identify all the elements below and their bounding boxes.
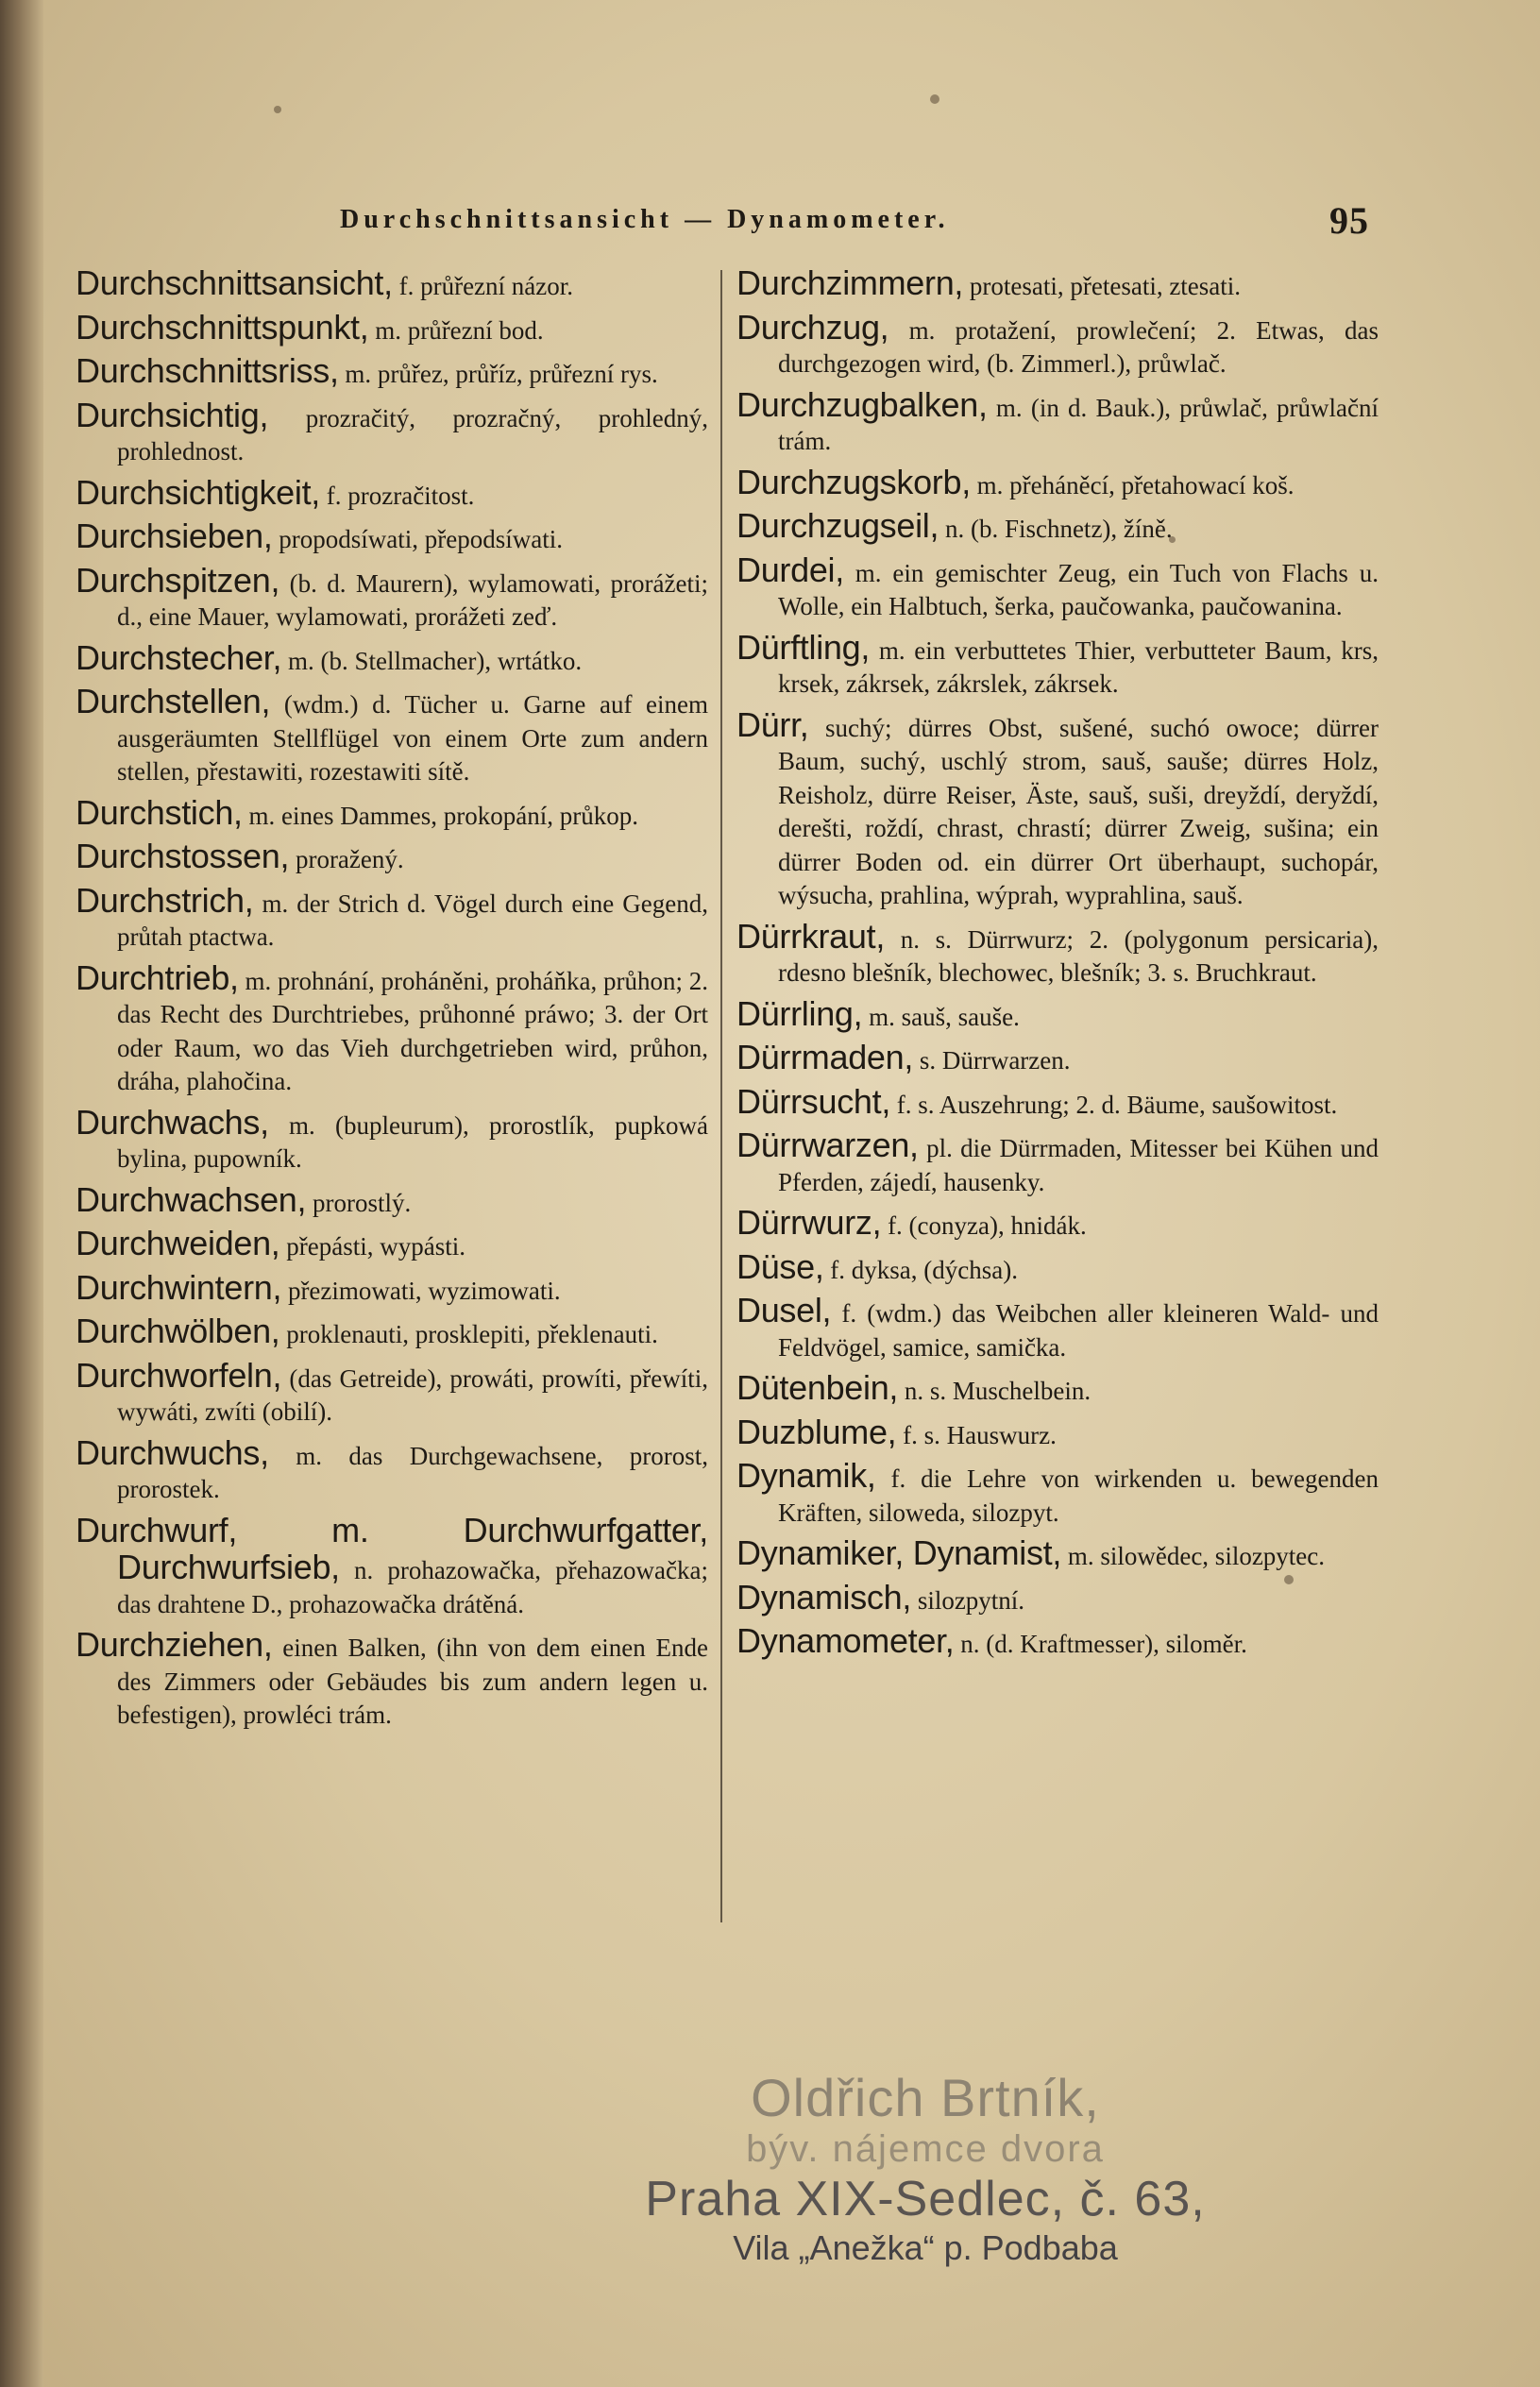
- entry-headword: Dürrmaden,: [736, 1038, 914, 1076]
- entry-definition: n. (d. Kraftmesser), siloměr.: [960, 1630, 1247, 1658]
- book-gutter: [0, 0, 43, 2387]
- dictionary-entry: [76, 351, 708, 392]
- dictionary-entry: [76, 1224, 708, 1264]
- entry-definition: m. (b. Stellmacher), wrtátko.: [287, 646, 583, 675]
- entry-headword: Durchwölben,: [76, 1312, 280, 1350]
- entry-headword: Durchschnittsriss,: [76, 351, 339, 390]
- entry-definition: pl. die Dürrmaden, Mitesser bei Kühen und Pferden, zájedí, hausenky.: [778, 1134, 1379, 1196]
- dictionary-entry: [736, 263, 1379, 304]
- dictionary-entry: [736, 993, 1379, 1035]
- column-divider: [720, 270, 722, 1922]
- dictionary-entry: [736, 384, 1379, 459]
- entry-headword: Dürftling,: [736, 627, 871, 667]
- dictionary-entry: [76, 560, 708, 635]
- dictionary-entry: [736, 1246, 1379, 1288]
- entry-definition: protesati, přetesati, ztesati.: [969, 272, 1242, 300]
- entry-definition: m. přeháněcí, přetahowací koš.: [976, 470, 1295, 499]
- entry-definition: m. ein verbuttetes Thier, verbutteter Baum, krs, krsek, zákrsek, zákrslek, zákrsek.: [778, 635, 1379, 698]
- entry-definition: n. s. Muschelbein.: [904, 1377, 1092, 1405]
- stamp-owner-title: býv. nájemce dvora: [746, 2128, 1105, 2170]
- entry-headword: Durchwachsen,: [76, 1179, 307, 1219]
- entry-definition: propodsíwati, přepodsíwati.: [279, 525, 563, 553]
- entry-headword: Duzblume,: [736, 1412, 897, 1451]
- entry-definition: n. prohazowačka, přehazowačka; das drahtene D., prohazowačka drátěná.: [117, 1556, 709, 1618]
- entry-headword: Dynamometer,: [736, 1621, 955, 1660]
- dictionary-entry: [736, 627, 1379, 702]
- entry-definition: f. (wdm.) das Weibchen aller kleineren Wald- und Feldvögel, samice, samička.: [778, 1299, 1379, 1362]
- dictionary-entry: [76, 395, 708, 469]
- dictionary-entry: [76, 682, 709, 789]
- entry-headword: Durchwintern,: [76, 1267, 282, 1307]
- entry-definition: n. s. Dürrwurz; 2. (polygonum persicaria), rdesno blešník, blechowec, blešník; 3. s. Bruchkraut.: [778, 924, 1379, 987]
- entry-headword: Durchstecher,: [76, 637, 282, 677]
- entry-headword: Durchsichtigkeit,: [76, 472, 320, 512]
- dictionary-entry: [736, 506, 1379, 547]
- entry-definition: s. Dürrwarzen.: [919, 1046, 1071, 1075]
- dictionary-entry: [736, 1203, 1379, 1244]
- entry-headword: Durchziehen,: [76, 1625, 273, 1664]
- entry-headword: Durchstossen,: [76, 837, 290, 875]
- header-title: Durchschnittsansicht — Dynamometer.: [340, 205, 950, 234]
- dictionary-entry: [76, 1314, 708, 1352]
- running-header: [340, 196, 1369, 244]
- entry-definition: m. ein gemischter Zeug, ein Tuch von Flachs u. Wolle, ein Halbtuch, šerka, paučowanka, paučowanina.: [778, 558, 1379, 620]
- entry-definition: (b. d. Maurern), wylamowati, prorážeti; d., eine Mauer, wylamowati, prorážeti zeď.: [117, 568, 708, 631]
- entry-headword: Durchstich,: [76, 792, 243, 832]
- entry-definition: m. das Durchgewachsene, prorost, prorostek.: [117, 1441, 709, 1503]
- entry-headword: Dynamik,: [736, 1456, 876, 1495]
- dictionary-entry: [76, 472, 708, 514]
- entry-definition: f. (conyza), hnidák.: [888, 1211, 1087, 1240]
- entry-definition: m. prohnání, proháněni, proháňka, průhon; 2. das Recht des Durchtriebes, průhonné práwo; 3. der Ort oder Raum, wo das Vieh durchgetrieben wird, průhon, dráha, plahočina.: [117, 966, 708, 1095]
- entry-definition: f. průřezní názor.: [398, 272, 574, 300]
- paper-spot: [930, 94, 939, 104]
- right-column: [736, 263, 1379, 1668]
- dictionary-entry: [736, 916, 1379, 990]
- entry-definition: f. s. Hauswurz.: [903, 1420, 1057, 1449]
- entry-headword: Durchzugskorb,: [736, 462, 971, 501]
- entry-definition: m. průřezní bod.: [375, 315, 544, 345]
- dictionary-entry: [736, 1038, 1379, 1078]
- entry-definition: einen Balken, (ihn von dem einen Ende des Zimmers oder Gebäudes bis zum andern legen u. befestigen), prowléci trám.: [117, 1634, 708, 1729]
- dictionary-entry: [76, 880, 708, 955]
- entry-definition: prorostlý.: [312, 1188, 412, 1217]
- dictionary-entry: [76, 1179, 708, 1221]
- entry-definition: m. silowědec, silozpytec.: [1067, 1542, 1326, 1570]
- paper-spot: [274, 106, 281, 113]
- entry-headword: Durchsieben,: [76, 516, 273, 555]
- entry-headword: Durchzugseil,: [736, 506, 939, 545]
- dictionary-entry: [736, 1456, 1379, 1530]
- entry-headword: Dynamiker, Dynamist,: [736, 1533, 1062, 1572]
- dictionary-entry: [76, 957, 708, 1099]
- entry-headword: Dürrwurz,: [736, 1203, 882, 1242]
- entry-definition: f. s. Auszehrung; 2. d. Bäume, saušowitost.: [896, 1090, 1338, 1119]
- stamp-address: Praha XIX-Sedlec, č. 63,: [645, 2172, 1206, 2226]
- dictionary-entry: [76, 1625, 708, 1733]
- dictionary-entry: [76, 637, 708, 679]
- entry-headword: Durchschnittsansicht,: [76, 263, 393, 302]
- dictionary-entry: [736, 462, 1379, 503]
- entry-definition: f. dyksa, (dýchsa).: [830, 1255, 1018, 1284]
- stamp-owner-name: Oldřich Brtník,: [751, 2068, 1100, 2127]
- entry-headword: Durchspitzen,: [76, 560, 280, 600]
- stamp-villa: Vila „Anežka“ p. Podbaba: [733, 2228, 1118, 2267]
- entry-headword: Dynamisch,: [736, 1577, 912, 1617]
- entry-definition: f. die Lehre von wirkenden u. bewegenden Kräften, siloweda, silozpyt.: [778, 1464, 1379, 1527]
- entry-definition: (das Getreide), prowáti, prowíti, přewíti, wywáti, zwíti (obilí).: [117, 1363, 708, 1426]
- entry-headword: Durchschnittspunkt,: [76, 307, 369, 347]
- entry-definition: přepásti, wypásti.: [286, 1232, 465, 1261]
- dictionary-entry: [736, 1368, 1379, 1409]
- dictionary-entry: [76, 1355, 708, 1430]
- dictionary-entry: [736, 307, 1379, 381]
- dictionary-entry: [736, 1577, 1379, 1618]
- entry-headword: Dürrsucht,: [736, 1081, 891, 1121]
- entry-definition: proklenauti, prosklepiti, překlenauti.: [286, 1320, 658, 1348]
- entry-headword: Dusel,: [736, 1291, 832, 1329]
- dictionary-entry: [76, 1510, 709, 1622]
- entry-definition: m. (bupleurum), prorostlík, pupkowá bylina, pupowník.: [117, 1110, 708, 1173]
- entry-definition: m. průřez, průříz, průřezní rys.: [345, 360, 658, 388]
- entry-definition: f. prozračitost.: [326, 481, 475, 510]
- dictionary-entry: [736, 1412, 1379, 1453]
- dictionary-entry: [76, 1102, 708, 1177]
- entry-headword: Durchweiden,: [76, 1224, 280, 1262]
- entry-headword: Durchzug,: [736, 307, 889, 347]
- dictionary-entry: [736, 1291, 1379, 1364]
- entry-headword: Durdei,: [736, 550, 844, 589]
- entry-definition: (wdm.) d. Tücher u. Garne auf einem ausgeräumten Stellflügel von einem Orte zum andern stellen, přestawiti, rozestawiti sítě.: [117, 690, 709, 786]
- dictionary-entry: [76, 1432, 709, 1507]
- entry-headword: Durchstellen,: [76, 682, 271, 720]
- entry-headword: Durchzugbalken,: [736, 384, 988, 424]
- page-number: 95: [1329, 198, 1369, 242]
- dictionary-entry: [736, 1621, 1379, 1662]
- entry-headword: Durchwachs,: [76, 1102, 269, 1142]
- ownership-stamp: [595, 2068, 1256, 2304]
- entry-definition: přezimowati, wyzimowati.: [287, 1276, 561, 1305]
- dictionary-entry: [736, 704, 1379, 913]
- entry-definition: m. eines Dammes, prokopání, průkop.: [248, 801, 638, 830]
- dictionary-entry: [76, 1267, 708, 1309]
- dictionary-entry: [736, 1128, 1379, 1199]
- entry-headword: Düse,: [736, 1246, 824, 1286]
- entry-definition: m. der Strich d. Vögel durch eine Gegend, průtah ptactwa.: [117, 889, 708, 951]
- entry-headword: Dütenbein,: [736, 1368, 899, 1407]
- entry-headword: Durchsichtig,: [76, 395, 269, 434]
- dictionary-entry: [76, 839, 708, 877]
- dictionary-entry: [736, 1533, 1379, 1574]
- entry-definition: n. (b. Fischnetz), žíně.: [944, 515, 1173, 543]
- dictionary-entry: [76, 263, 708, 304]
- entry-headword: Dürrkraut,: [736, 916, 886, 956]
- dictionary-entry: [76, 792, 708, 834]
- entry-definition: m. (in d. Bauk.), průwlač, průwlační trám.: [778, 393, 1379, 455]
- entry-headword: Durchwurf, m. Durchwurfgatter, Durchwurfsieb,: [76, 1510, 708, 1586]
- entry-definition: m. sauš, sauše.: [869, 1002, 1020, 1031]
- dictionary-entry: [76, 516, 708, 557]
- entry-definition: m. protažení, prowlečení; 2. Etwas, das durchgezogen wird, (b. Zimmerl.), průwlač.: [778, 315, 1379, 378]
- left-column: [76, 263, 709, 1739]
- entry-headword: Dürrwarzen,: [736, 1126, 919, 1164]
- entry-headword: Durchzimmern,: [736, 263, 964, 302]
- entry-definition: proražený.: [295, 845, 404, 873]
- dictionary-entry: [736, 1081, 1379, 1123]
- dictionary-entry: [736, 550, 1379, 624]
- entry-definition: suchý; dürres Obst, sušené, suchó owoce; dürrer Baum, suchý, uschlý strom, sauš, sauše; dürres Holz, Reisholz, dürre Reiser, Äste, sauš, suši, dreyždí, deryždí, derešti, roždí, chrast, chrastí; dürrer Zweig, sušina; ein dürrer Boden od. ein dürrer Ort überhaupt, suchopár, wýsucha, prahlina, wýprah, wyprahlina, sauš.: [778, 713, 1379, 909]
- entry-definition: prozračitý, prozračný, prohledný, prohlednost.: [117, 403, 708, 466]
- dictionary-entry: [76, 307, 708, 348]
- entry-headword: Dürrling,: [736, 993, 863, 1033]
- entry-headword: Dürr,: [736, 704, 809, 744]
- entry-definition: silozpytní.: [917, 1585, 1025, 1615]
- entry-headword: Durchstrich,: [76, 880, 254, 920]
- entry-headword: Durchwuchs,: [76, 1432, 269, 1472]
- entry-headword: Durchtrieb,: [76, 957, 239, 997]
- entry-headword: Durchworfeln,: [76, 1355, 282, 1395]
